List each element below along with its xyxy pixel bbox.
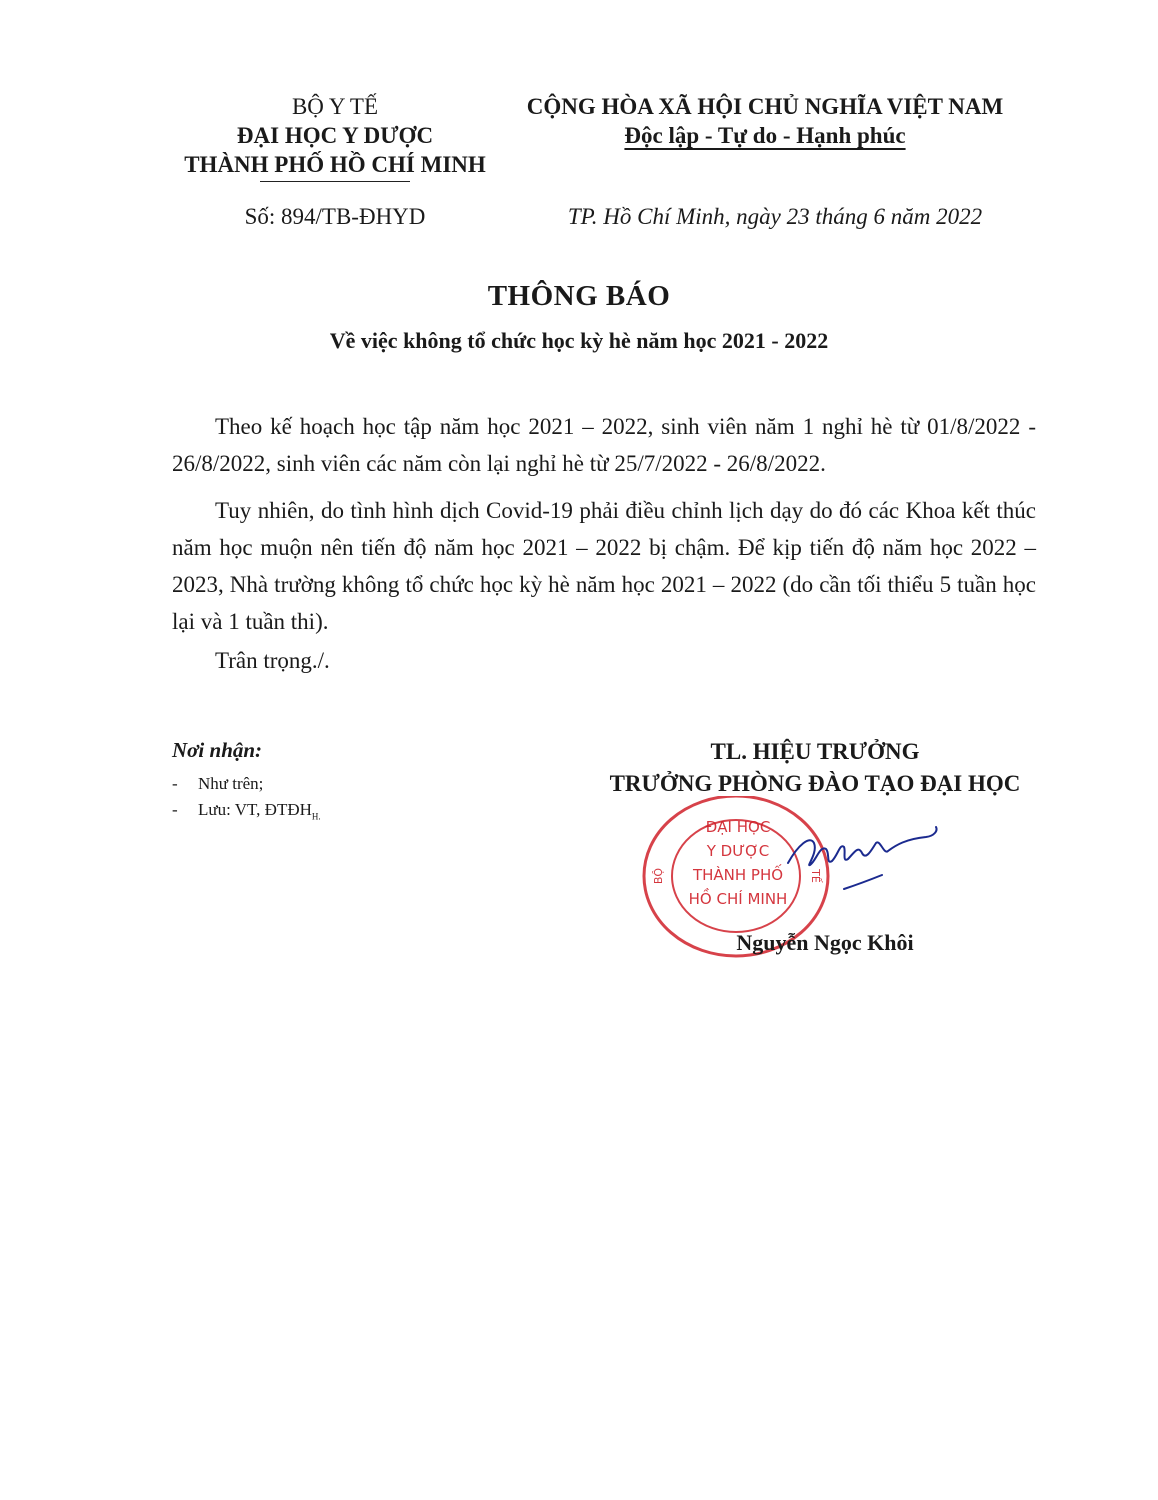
signer-name: Nguyễn Ngọc Khôi [736, 930, 914, 955]
handwritten-signature [780, 815, 950, 905]
stamp-text-line1: ĐẠI HỌC [705, 818, 771, 836]
header-left-divider [260, 181, 410, 182]
body-paragraph-2: Tuy nhiên, do tình hình dịch Covid-19 phải điều chỉnh lịch dạy do đó các Khoa kết thúc năm học muộn nên tiến độ năm học 2021 – 2022 bị chậm. Để kịp tiến độ năm học 2022 – 2023, Nhà trường không tổ chức học kỳ hè năm học 2021 – 2022 (do cần tối thiểu 5 tuần học lại và 1 tuần thi). [172, 498, 1036, 634]
document-title: THÔNG BÁO [487, 280, 671, 312]
header-left [150, 92, 520, 182]
stamp-text-line2: Y DƯỢC [706, 842, 770, 860]
ministry-name: BỘ Y TẾ [291, 94, 379, 119]
republic-name: CỘNG HÒA XÃ HỘI CHỦ NGHĨA VIỆT NAM [526, 94, 1004, 119]
signature-title-line2: TRƯỞNG PHÒNG ĐÀO TẠO ĐẠI HỌC [609, 771, 1021, 796]
recipients-block [172, 738, 502, 829]
recipient-item [172, 771, 502, 797]
recipient-dash: - [172, 774, 178, 793]
body-paragraph-1: Theo kế hoạch học tập năm học 2021 – 2022, sinh viên năm 1 nghỉ hè từ 01/8/2022 - 26/8/2022, sinh viên các năm còn lại nghỉ hè từ 25/7/2022 - 26/8/2022. [172, 414, 1036, 476]
stamp-ring-left: BỘ [652, 867, 665, 885]
closing-line: Trân trọng./. [215, 648, 330, 673]
recipient-dash: - [172, 800, 178, 819]
document-number: Số: 894/TB-ĐHYD [244, 204, 426, 229]
signature-title-line1: TL. HIỆU TRƯỞNG [710, 739, 920, 764]
stamp-text-line3: THÀNH PHỐ [692, 866, 784, 884]
recipients-label: Nơi nhận: [172, 738, 263, 762]
stamp-text-line4: HỒ CHÍ MINH [688, 890, 788, 908]
university-name-line1: ĐẠI HỌC Y DƯỢC [236, 123, 434, 148]
document-subtitle: Về việc không tổ chức học kỳ hè năm học 2021 - 2022 [329, 328, 829, 353]
signature-block [580, 736, 1050, 800]
place-and-date: TP. Hồ Chí Minh, ngày 23 tháng 6 năm 2022 [567, 204, 983, 229]
university-name-line2: THÀNH PHỐ HỒ CHÍ MINH [184, 152, 486, 177]
stamp-ring-right: TẾ [809, 869, 822, 883]
national-motto [510, 121, 1020, 150]
header-right [510, 92, 1020, 150]
recipient-suffix: H. [311, 811, 321, 822]
recipient-item [172, 797, 502, 829]
recipient-text: Như trên; [198, 774, 264, 793]
recipient-text: Lưu: VT, ĐTĐH [198, 800, 312, 819]
national-motto-text: Độc lập - Tự do - Hạnh phúc [624, 123, 906, 148]
